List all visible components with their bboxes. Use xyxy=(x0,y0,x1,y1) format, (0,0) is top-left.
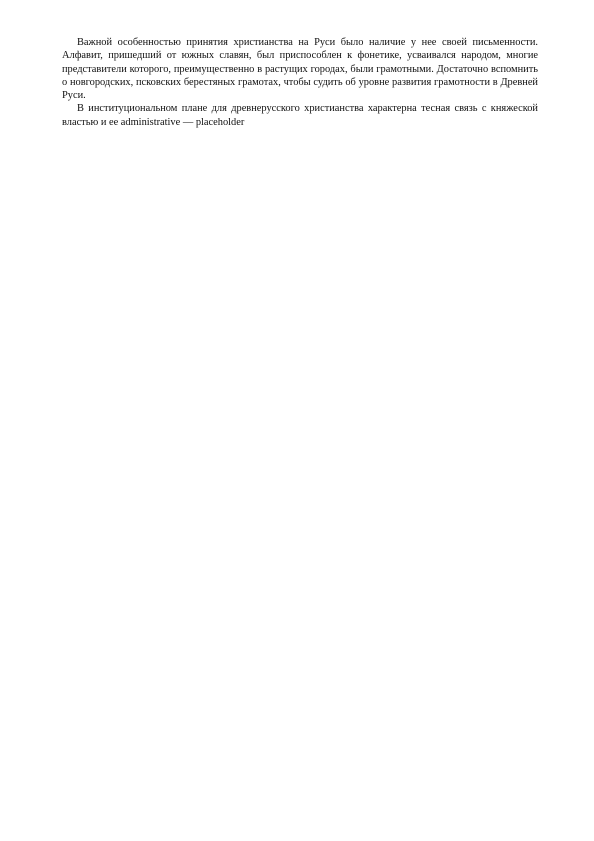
paragraph-1: Важной особенностью принятия христианства на Руси было наличие у нее своей письменности. Алфавит, пришедший от южных славян, был приспособлен к фонетике, усваивался народом, многие представители которого, преимущественно в растущих городах, были грамотными. Достаточно вспомнить о новгородских, псковских берестяных грамотах, чтобы судить об уровне развития грамотности в Древней Руси. xyxy=(62,37,538,101)
paragraph-2: В институциональном плане для древнерусского христианства характерна тесная связь с княжеской властью и ее administrative — placeholder xyxy=(62,103,538,128)
document-page xyxy=(62,36,538,129)
